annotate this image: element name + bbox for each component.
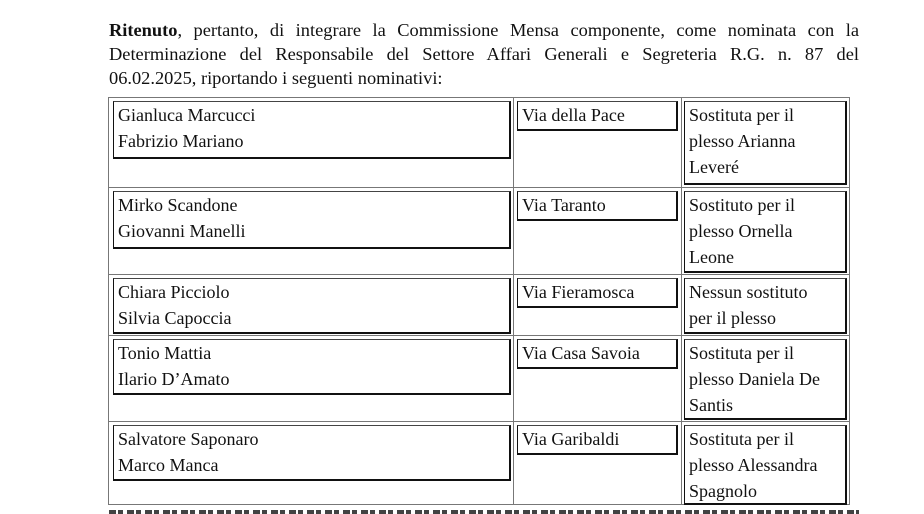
street-cell — [517, 278, 678, 308]
note-line: Sostituta per il — [689, 343, 794, 363]
table-row — [109, 335, 849, 420]
street-cell — [517, 339, 678, 369]
street-label: Via Garibaldi — [522, 429, 620, 449]
note-cell — [684, 339, 847, 420]
names-cell — [113, 425, 511, 481]
note-line: plesso Alessandra — [689, 455, 818, 475]
note-cell — [684, 191, 847, 273]
member-name: Tonio Mattia — [118, 343, 212, 363]
table-row — [109, 187, 849, 273]
note-line: plesso Daniela De — [689, 369, 820, 389]
note-line: Leveré — [689, 157, 739, 177]
note-line: plesso Arianna — [689, 131, 796, 151]
note-line: Nessun sostituto — [689, 282, 808, 302]
member-name: Gianluca Marcucci — [118, 105, 256, 125]
names-cell — [113, 339, 511, 395]
names-cell — [113, 278, 511, 334]
paragraph-line-3: 06.02.2025, riportando i seguenti nominativi: — [109, 68, 443, 88]
member-name: Chiara Picciolo — [118, 282, 230, 302]
street-cell — [517, 191, 678, 221]
street-label: Via della Pace — [522, 105, 625, 125]
paragraph-line-1 — [109, 18, 859, 42]
member-name: Mirko Scandone — [118, 195, 238, 215]
street-cell — [517, 101, 678, 131]
bold-lead: Ritenuto — [109, 20, 178, 40]
note-line: Leone — [689, 247, 734, 267]
note-line: plesso Ornella — [689, 221, 793, 241]
member-name: Marco Manca — [118, 455, 219, 475]
member-name: Ilario D’Amato — [118, 369, 230, 389]
names-cell — [113, 191, 511, 249]
street-cell — [517, 425, 678, 455]
member-name: Salvatore Saponaro — [118, 429, 259, 449]
note-line: per il plesso — [689, 308, 776, 328]
names-cell — [113, 101, 511, 159]
note-cell — [684, 101, 847, 185]
member-name: Fabrizio Mariano — [118, 131, 244, 151]
paragraph-line-2: Determinazione del Responsabile del Settore Affari Generali e Segreteria R.G. n. 87 del — [109, 44, 859, 64]
note-line: Sostituta per il — [689, 105, 794, 125]
table-row — [109, 421, 849, 505]
street-label: Via Taranto — [522, 195, 606, 215]
cut-off-text-line — [109, 506, 859, 514]
table-row — [109, 274, 849, 334]
street-label: Via Casa Savoia — [522, 343, 640, 363]
note-cell — [684, 425, 847, 505]
note-cell — [684, 278, 847, 334]
member-name: Silvia Capoccia — [118, 308, 232, 328]
intro-paragraph — [109, 18, 859, 90]
note-line: Sostituta per il — [689, 429, 794, 449]
note-line: Sostituto per il — [689, 195, 796, 215]
member-name: Giovanni Manelli — [118, 221, 246, 241]
committee-table — [108, 97, 850, 505]
street-label: Via Fieramosca — [522, 282, 635, 302]
note-line: Santis — [689, 395, 734, 415]
table-row — [109, 98, 849, 186]
note-line: Spagnolo — [689, 481, 758, 501]
line1-rest: , pertanto, di integrare la Commissione Mensa componente, come nominata con la — [177, 20, 859, 40]
